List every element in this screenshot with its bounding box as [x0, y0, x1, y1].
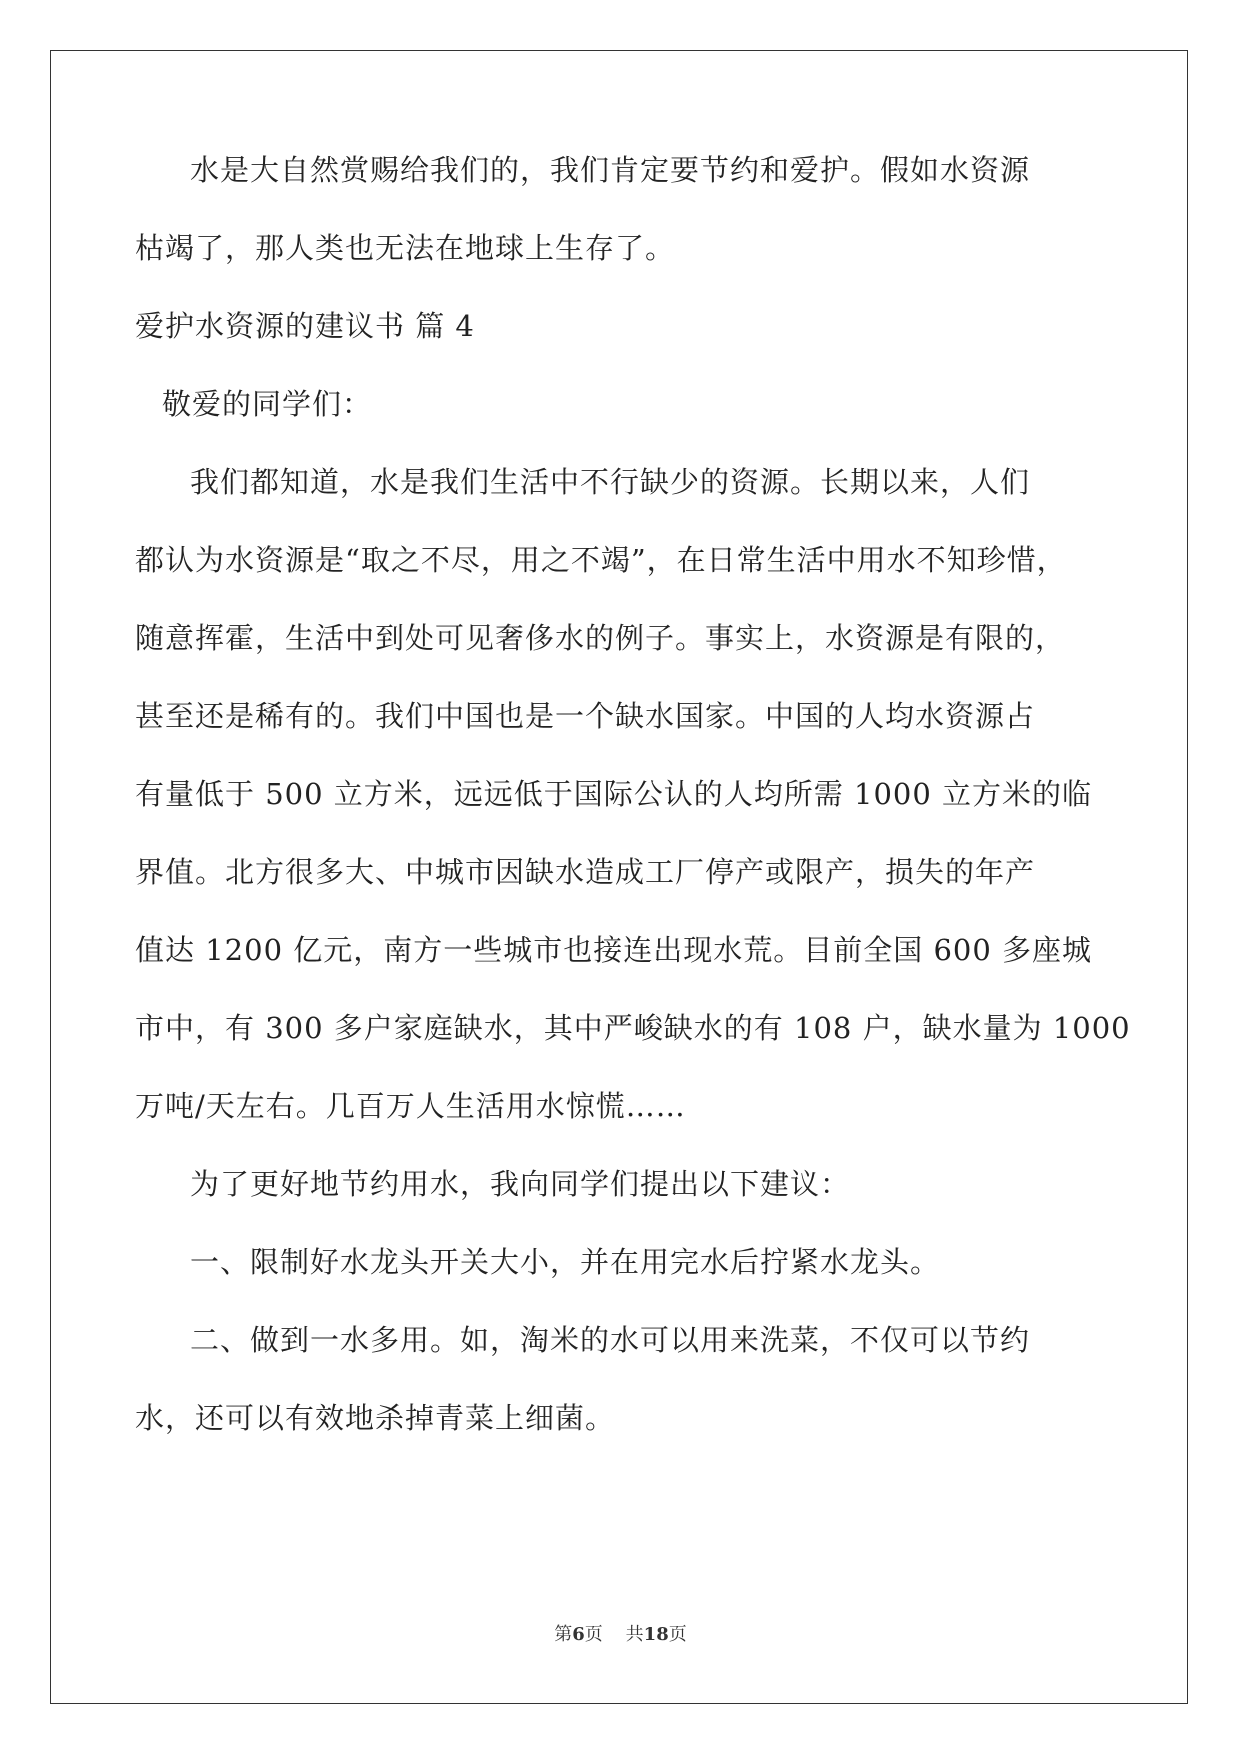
section-heading: 爱护水资源的建议书 篇 4	[135, 309, 475, 343]
paragraph-line: 都认为水资源是“取之不尽，用之不竭”，在日常生活中用水不知珍惜，	[135, 543, 1067, 577]
paragraph-line: 有量低于 500 立方米，远远低于国际公认的人均所需 1000 立方米的临	[135, 777, 1093, 811]
paragraph-line: 值达 1200 亿元，南方一些城市也接连出现水荒。目前全国 600 多座城	[135, 933, 1093, 967]
paragraph-line: 为了更好地节约用水，我向同学们提出以下建议：	[190, 1167, 851, 1201]
list-item: 二、做到一水多用。如，淘米的水可以用来洗菜，不仅可以节约	[190, 1323, 1031, 1357]
page-footer	[0, 1623, 1241, 1647]
total-prefix: 共	[625, 1624, 644, 1645]
page-number: 6	[572, 1624, 585, 1645]
paragraph-line: 界值。北方很多大、中城市因缺水造成工厂停产或限产，损失的年产	[135, 855, 1036, 889]
paragraph-line: 市中，有 300 多户家庭缺水，其中严峻缺水的有 108 户，缺水量为 1000	[135, 1011, 1131, 1045]
paragraph-line: 随意挥霍，生活中到处可见奢侈水的例子。事实上，水资源是有限的，	[135, 621, 1066, 655]
paragraph-line: 我们都知道，水是我们生活中不行缺少的资源。长期以来，人们	[190, 465, 1031, 499]
salutation: 敬爱的同学们：	[162, 387, 373, 421]
paragraph-line: 万吨/天左右。几百万人生活用水惊慌……	[135, 1089, 686, 1123]
paragraph-line: 甚至还是稀有的。我们中国也是一个缺水国家。中国的人均水资源占	[135, 699, 1036, 733]
page-suffix: 页	[584, 1624, 603, 1645]
list-item-continuation: 水，还可以有效地杀掉青菜上细菌。	[135, 1401, 616, 1435]
list-item: 一、限制好水龙头开关大小，并在用完水后拧紧水龙头。	[190, 1245, 941, 1279]
total-pages: 18	[643, 1624, 669, 1645]
paragraph-line: 枯竭了，那人类也无法在地球上生存了。	[135, 231, 676, 265]
total-suffix: 页	[668, 1624, 687, 1645]
page-prefix: 第	[554, 1624, 573, 1645]
paragraph-line: 水是大自然赏赐给我们的，我们肯定要节约和爱护。假如水资源	[190, 153, 1031, 187]
